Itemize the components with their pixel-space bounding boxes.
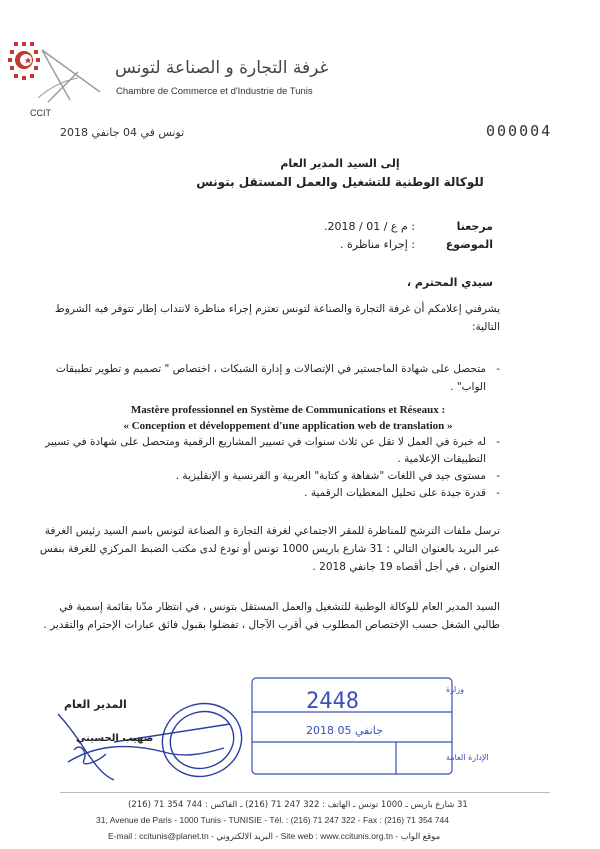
subject-value: : إجراء مناظرة . [340,238,415,251]
diploma-title-line-1: Mastère professionnel en Système de Communications et Réseaux : [130,404,446,416]
closing-paragraph: السيد المدير العام للوكالة الوطنية للتشغيل والعمل المستقل بتونس ، في انتظار مدّنا بقائمة إسمية في طالبي الشغل حسب الإختصاص المطلوب في أقرب الآجال ، تفضلوا بقبول فائق عبارات الإحترام والتقدير . [43,601,500,631]
org-name-arabic: غرفة التجارة و الصناعة لتونس [115,58,329,78]
stamp-number: 2448 [306,689,359,714]
stamp-line-1: وزارة [446,685,465,694]
document-number: 000004 [486,122,553,140]
condition-list [30,434,500,502]
condition-item: - له خبرة في العمل لا تقل عن ثلاث سنوات في تسيير المشاريع الرقمية ومتحصل على شهادة في تسيير التطبيقات الإعلامية . [30,434,500,468]
footer-divider [60,792,550,793]
submission-paragraph: ترسل ملفات الترشح للمناظرة للمقر الاجتماعي لغرفة التجارة و الصناعة لتونس باسم السيد رئيس الغرفة عبر البريد بالعنوان التالي : 31 شارع باريس 1000 تونس أو تودع لدى مكتب الضبط المركزي للغرفة بنفس العنوان ، في أجل أقصاه 19 جانفي 2018 . [39,525,500,573]
logo-caption: CCIT [30,108,51,118]
recipient-line-1: إلى السيد المدير العام [280,157,400,170]
signature-name: صهيب الحسيني [76,733,154,744]
footer-address-arabic: 31 شارع باريس ـ 1000 تونس ـ الهاتف : 322 247 71 (216) ـ الفاكس : 744 354 71 (216) [128,800,468,810]
stamp-date: 2018 05 جانفي [306,724,383,737]
condition-item: - مستوى جيد في اللغات "شفاهة و كتابة" العربية و الفرنسية و الإنقليزية . [30,468,500,485]
recipient-line-2: للوكالة الوطنية للتشغيل والعمل المستقل بتونس [196,175,484,189]
condition-list-first [30,360,500,396]
reference-value: : م ع / 01 / 2018. [324,220,415,233]
subject-label: الموضوع [445,238,493,251]
org-name-french: Chambre de Commerce et d'Industrie de Tunis [116,86,313,97]
intro-paragraph: يشرفني إعلامكم أن غرفة التجارة والصناعة لتونس تعتزم إجراء مناظرة لانتداب إطار تتوفر فيه الشروط التالية: [55,303,500,333]
reference-label: مرجعنا [456,220,493,233]
diploma-title-line-2: « Conception et développement d'une application web de translation » [123,420,453,432]
condition-item: - متحصل على شهادة الماجستير في الإتصالات و إدارة الشبكات ، اختصاص " تصميم و تطوير تطبيقات الواب" . [30,360,500,396]
stamp-line-2: الإدارة العامة [446,753,489,762]
condition-item: - قدرة جيدة على تحليل المعطيات الرقمية . [30,485,500,502]
footer-contact: E-mail : ccitunis@planet.tn - البريد الالكتروني - Site web : www.ccitunis.org.tn - موقع الواب [108,831,441,841]
salutation: سيدي المحترم ، [406,276,493,289]
date-line: تونس في 04 جانفي 2018 [60,126,185,139]
ccit-logo [8,42,103,112]
signature-title: المدير العام [64,698,127,711]
diploma-title-french [68,402,508,434]
footer-address-french: 31, Avenue de Paris - 1000 Tunis - TUNISIE - Tél. : (216) 71 247 322 - Fax : (216) 71 354 744 [96,815,449,825]
received-stamp-icon [246,672,489,782]
